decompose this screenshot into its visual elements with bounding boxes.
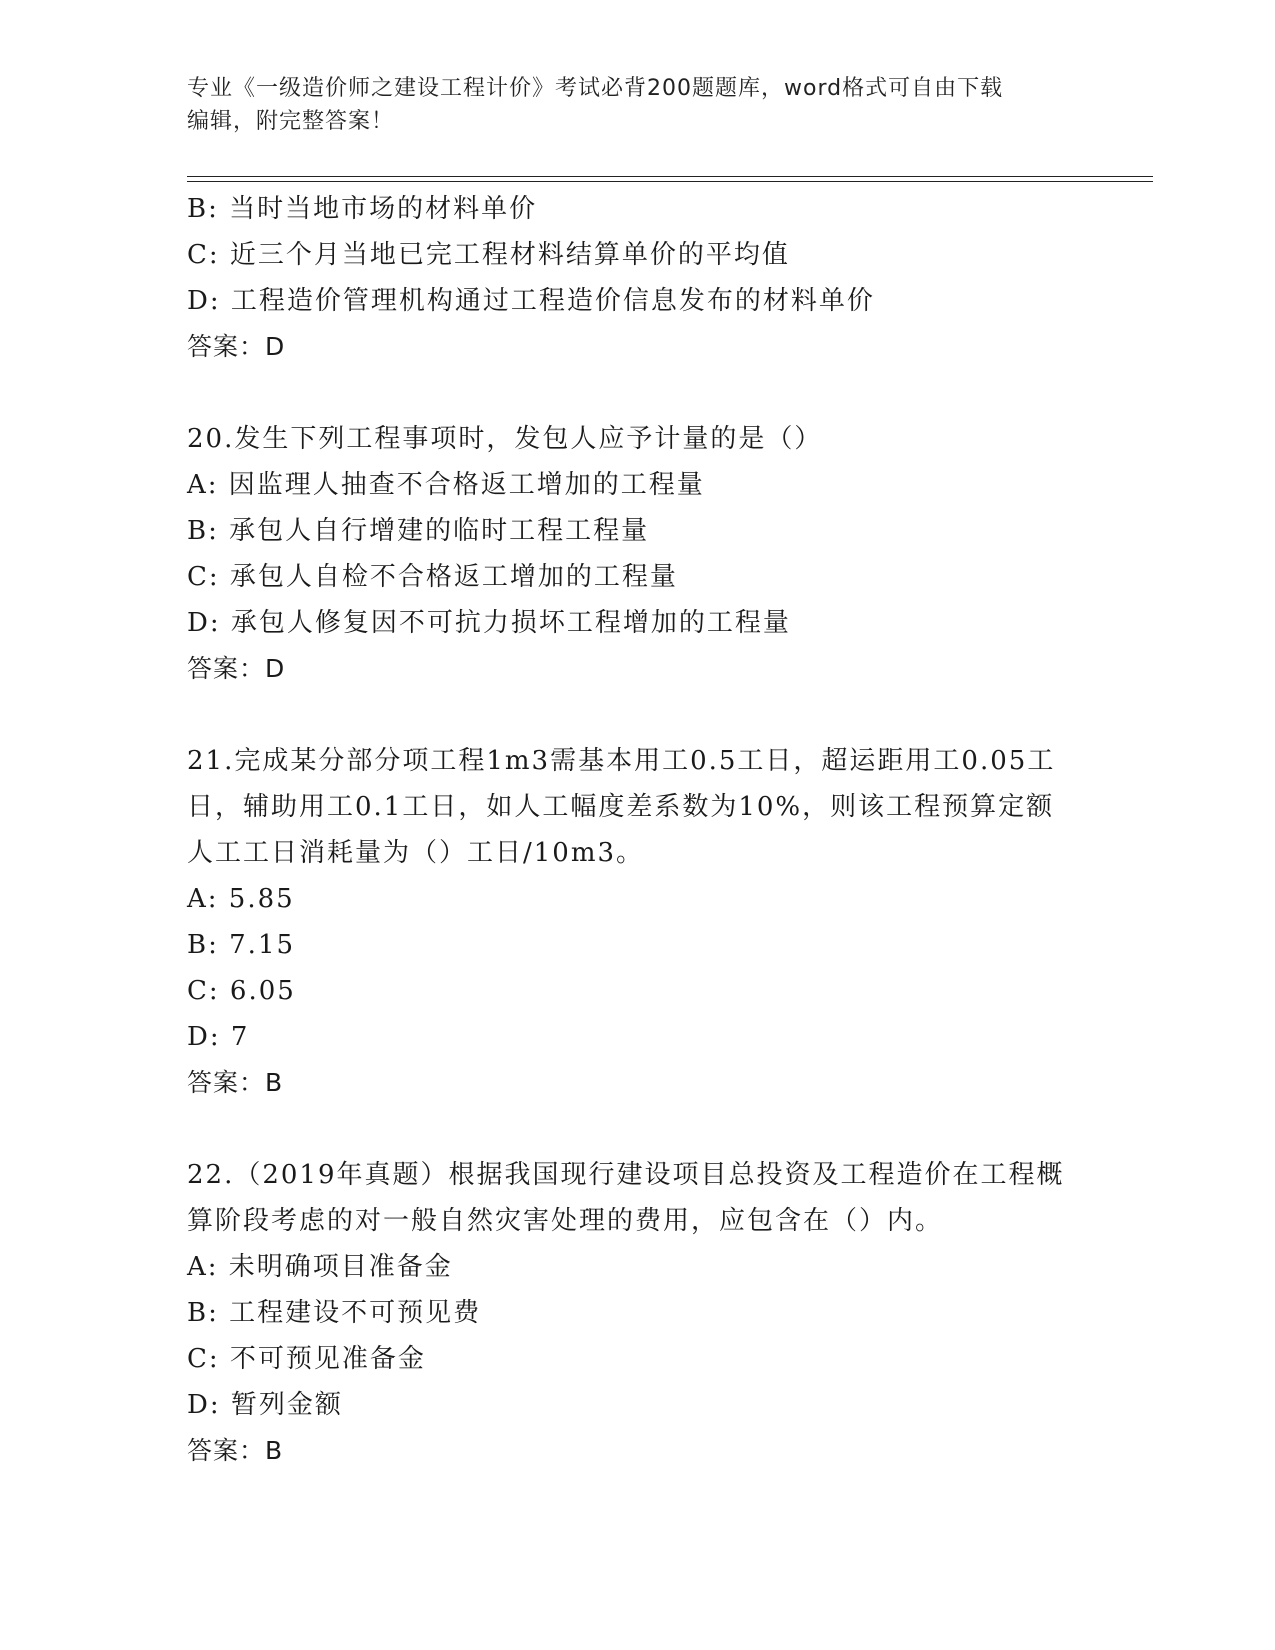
question-text: 21.完成某分部分项工程1m3需基本用工0.5工日，超运距用工0.05工日，辅助用工0.1工日，如人工幅度差系数为10%，则该工程预算定额人工工日消耗量为（）工日/10m3。 — [187, 746, 1056, 868]
option-d: D: 7 — [187, 1022, 250, 1052]
question-22 — [187, 1152, 1087, 1474]
header-rule-top — [187, 176, 1153, 177]
option-b: B: 承包人自行增建的临时工程工程量 — [187, 516, 650, 546]
option-b: B: 当时当地市场的材料单价 — [187, 194, 538, 224]
option-c: C: 承包人自检不合格返工增加的工程量 — [187, 562, 678, 592]
header-line-2: 编辑，附完整答案！ — [187, 109, 395, 134]
option-d: D: 承包人修复因不可抗力损坏工程增加的工程量 — [187, 608, 791, 638]
option-c: C: 不可预见准备金 — [187, 1344, 426, 1374]
option-a: A: 未明确项目准备金 — [187, 1252, 453, 1282]
question-21 — [187, 738, 1087, 1106]
answer: 答案：D — [187, 332, 286, 361]
spacer — [187, 370, 1087, 416]
option-a: A: 因监理人抽查不合格返工增加的工程量 — [187, 470, 705, 500]
answer: 答案：B — [187, 1068, 284, 1097]
option-c: C: 近三个月当地已完工程材料结算单价的平均值 — [187, 240, 790, 270]
option-c: C: 6.05 — [187, 976, 296, 1006]
answer: 答案：B — [187, 1436, 284, 1465]
header-rule-bottom — [187, 181, 1153, 182]
question-19 — [187, 186, 1087, 370]
header-line-1: 专业《一级造价师之建设工程计价》考试必背200题题库，word格式可自由下载 — [187, 76, 1004, 101]
spacer — [187, 692, 1087, 738]
question-text: 22.（2019年真题）根据我国现行建设项目总投资及工程造价在工程概算阶段考虑的对一般自然灾害处理的费用，应包含在（）内。 — [187, 1160, 1065, 1236]
option-a: A: 5.85 — [187, 884, 295, 914]
option-d: D: 暂列金额 — [187, 1390, 343, 1420]
answer: 答案：D — [187, 654, 286, 683]
question-20 — [187, 416, 1087, 692]
option-d: D: 工程造价管理机构通过工程造价信息发布的材料单价 — [187, 286, 875, 316]
option-b: B: 7.15 — [187, 930, 296, 960]
question-list — [187, 186, 1087, 1474]
question-text: 20.发生下列工程事项时，发包人应予计量的是（） — [187, 424, 823, 454]
spacer — [187, 1106, 1087, 1152]
document-header — [187, 72, 1067, 138]
option-b: B: 工程建设不可预见费 — [187, 1298, 482, 1328]
